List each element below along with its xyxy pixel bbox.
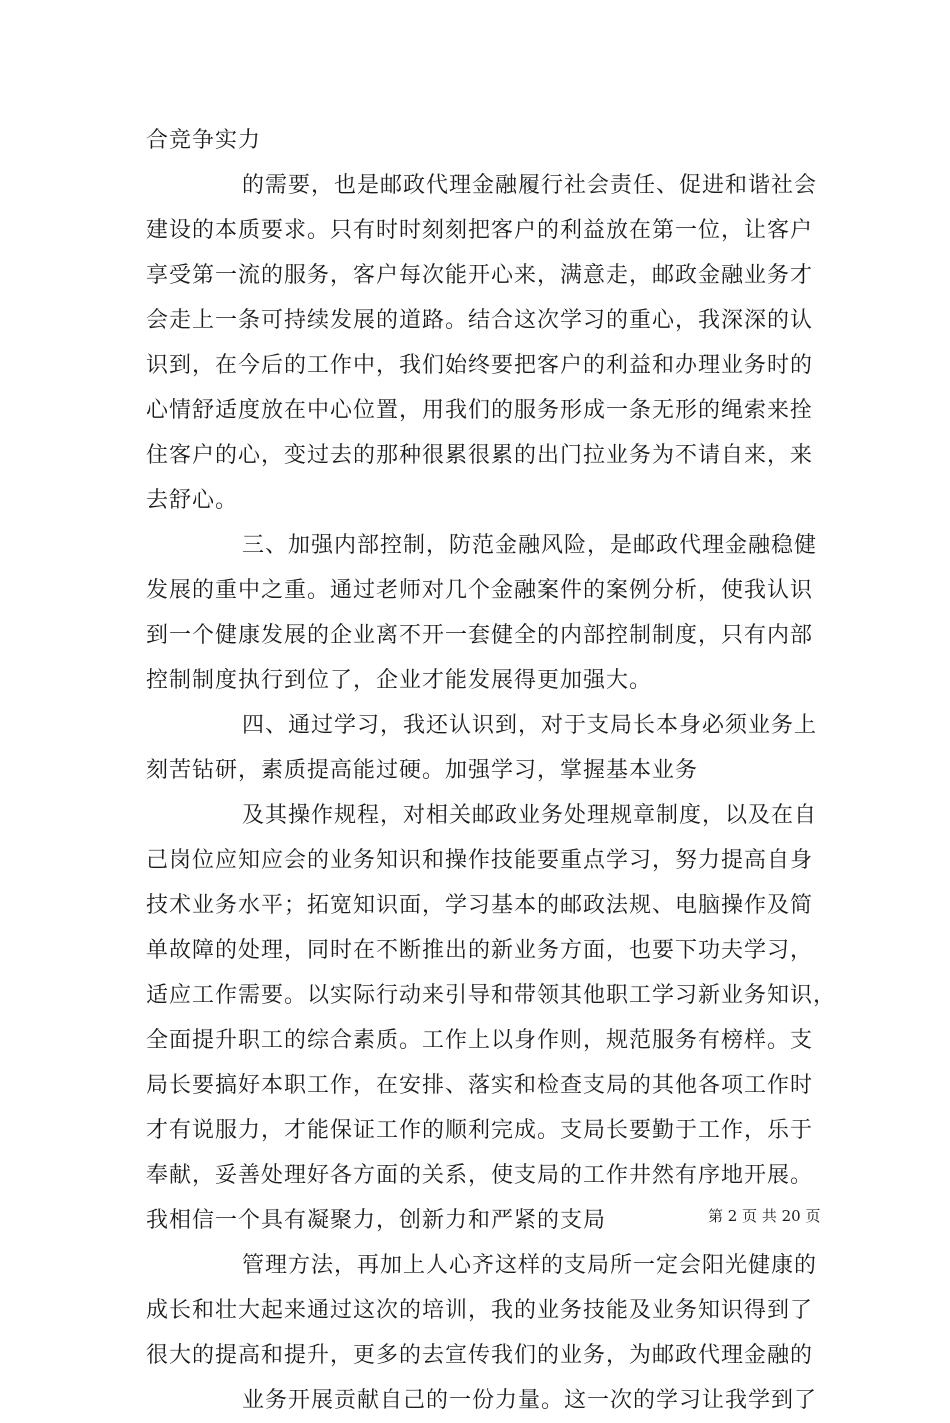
- text-line: 全面提升职工的综合素质。工作上以身作则，规范服务有榜样。支: [146, 1028, 814, 1053]
- text-line: 及其操作规程，对相关邮政业务处理规章制度，以及在自: [242, 803, 818, 828]
- text-line: 才有说服力，才能保证工作的顺利完成。支局长要勤于工作，乐于: [146, 1118, 814, 1143]
- text-line: 单故障的处理，同时在不断推出的新业务方面，也要下功夫学习，: [146, 938, 814, 963]
- text-line: 技术业务水平；拓宽知识面，学习基本的邮政法规、电脑操作及简: [146, 893, 814, 918]
- text-line: 四、通过学习，我还认识到，对于支局长本身必须业务上: [242, 713, 818, 738]
- text-line: 享受第一流的服务，客户每次能开心来，满意走，邮政金融业务才: [146, 263, 814, 288]
- text-line: 发展的重中之重。通过老师对几个金融案件的案例分析，使我认识: [146, 578, 814, 603]
- page-number-footer: 第 2 页 共 20 页: [708, 1207, 821, 1225]
- text-line: 合竞争实力: [146, 128, 262, 153]
- text-line: 成长和壮大起来通过这次的培训，我的业务技能及业务知识得到了: [146, 1298, 814, 1323]
- body-text: [146, 118, 837, 1423]
- text-line: 去舒心。: [146, 488, 239, 513]
- text-line: 适应工作需要。以实际行动来引导和带领其他职工学习新业务知识，: [146, 983, 837, 1008]
- text-line: 很大的提高和提升，更多的去宣传我们的业务，为邮政代理金融的: [146, 1343, 814, 1368]
- text-line: 我相信一个具有凝聚力，创新力和严紧的支局: [146, 1208, 607, 1233]
- text-line: 业务开展贡献自己的一份力量。这一次的学习让我学到了: [242, 1388, 818, 1413]
- text-line: 住客户的心，变过去的那种很累很累的出门拉业务为不请自来，来: [146, 443, 814, 468]
- text-line: 建设的本质要求。只有时时刻刻把客户的利益放在第一位，让客户: [146, 218, 814, 243]
- text-line: 到一个健康发展的企业离不开一套健全的内部控制制度，只有内部: [146, 623, 814, 648]
- text-line: 识到，在今后的工作中，我们始终要把客户的利益和办理业务时的: [146, 353, 814, 378]
- text-line: 心情舒适度放在中心位置，用我们的服务形成一条无形的绳索来拴: [146, 398, 814, 423]
- text-line: 的需要，也是邮政代理金融履行社会责任、促进和谐社会: [242, 173, 818, 198]
- text-line: 局长要搞好本职工作，在安排、落实和检查支局的其他各项工作时: [146, 1073, 814, 1098]
- text-line: 奉献，妥善处理好各方面的关系，使支局的工作井然有序地开展。: [146, 1163, 814, 1188]
- text-line: 己岗位应知应会的业务知识和操作技能要重点学习，努力提高自身: [146, 848, 814, 873]
- text-line: 管理方法，再加上人心齐这样的支局所一定会阳光健康的: [242, 1253, 818, 1278]
- text-line: 会走上一条可持续发展的道路。结合这次学习的重心，我深深的认: [146, 308, 814, 333]
- text-line: 三、加强内部控制，防范金融风险，是邮政代理金融稳健: [242, 533, 818, 558]
- text-line: 控制制度执行到位了，企业才能发展得更加强大。: [146, 668, 653, 693]
- text-line: 刻苦钻研，素质提高能过硬。加强学习，掌握基本业务: [146, 758, 699, 783]
